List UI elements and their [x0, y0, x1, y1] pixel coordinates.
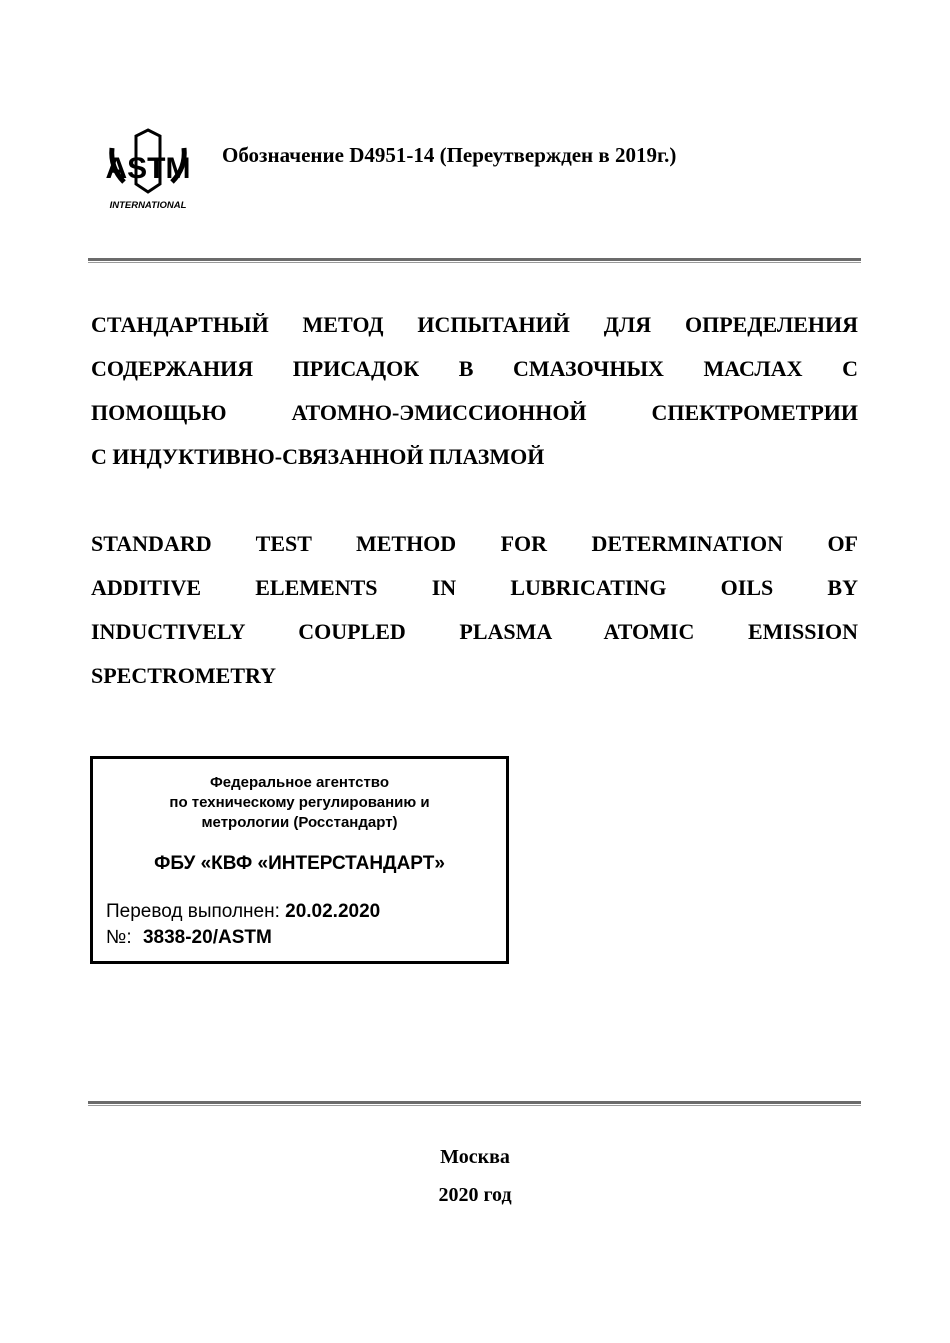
title-ru-line: ПОМОЩЬЮ АТОМНО-ЭМИССИОННОЙ СПЕКТРОМЕТРИИ: [91, 400, 858, 425]
standard-designation: Обозначение D4951-14 (Переутвержден в 2019г.): [222, 143, 677, 167]
agency-line: метрологии (Росстандарт): [201, 814, 398, 831]
title-ru-line: С ИНДУКТИВНО-СВЯЗАННОЙ ПЛАЗМОЙ: [91, 444, 545, 469]
translation-stamp: [90, 756, 509, 964]
title-en-line: SPECTROMETRY: [91, 663, 277, 688]
translation-date-row: [106, 899, 380, 925]
translation-info: [106, 899, 380, 951]
translation-number: 3838-20: [142, 927, 213, 948]
title-english: [91, 522, 858, 698]
title-en-line: ADDITIVE ELEMENTS IN LUBRICATING OILS BY: [91, 575, 858, 600]
title-ru-line: СОДЕРЖАНИЯ ПРИСАДОК В СМАЗОЧНЫХ МАСЛАХ С: [91, 356, 858, 381]
agency-line: Федеральное агентство: [209, 774, 389, 791]
title-ru-line: СТАНДАРТНЫЙ МЕТОД ИСПЫТАНИЙ ДЛЯ ОПРЕДЕЛЕНИЯ: [91, 312, 858, 337]
translation-date: 20.02.2020: [285, 901, 381, 922]
astm-logo: [100, 126, 196, 216]
astm-logo-icon: [100, 126, 196, 216]
translation-number-suffix: /ASTM: [212, 927, 272, 948]
title-en-line: STANDARD TEST METHOD FOR DETERMINATION OF: [91, 531, 858, 556]
agency-name: [93, 773, 506, 833]
bottom-divider: [88, 1101, 861, 1107]
number-label: №:: [106, 927, 132, 948]
svg-text:ASTM: ASTM: [105, 152, 191, 185]
translation-number-row: [106, 925, 380, 951]
city: Москва: [440, 1146, 510, 1168]
organization-name: ФБУ «КВФ «ИНТЕРСТАНДАРТ»: [154, 853, 445, 874]
title-en-line: INDUCTIVELY COUPLED PLASMA ATOMIC EMISSION: [91, 619, 858, 644]
top-divider: [88, 258, 861, 264]
title-russian: [91, 303, 858, 479]
agency-line: по техническому регулированию и: [169, 794, 430, 811]
svg-text:INTERNATIONAL: INTERNATIONAL: [109, 200, 187, 211]
translation-label: Перевод выполнен:: [106, 901, 280, 922]
year: 2020 год: [438, 1184, 512, 1206]
